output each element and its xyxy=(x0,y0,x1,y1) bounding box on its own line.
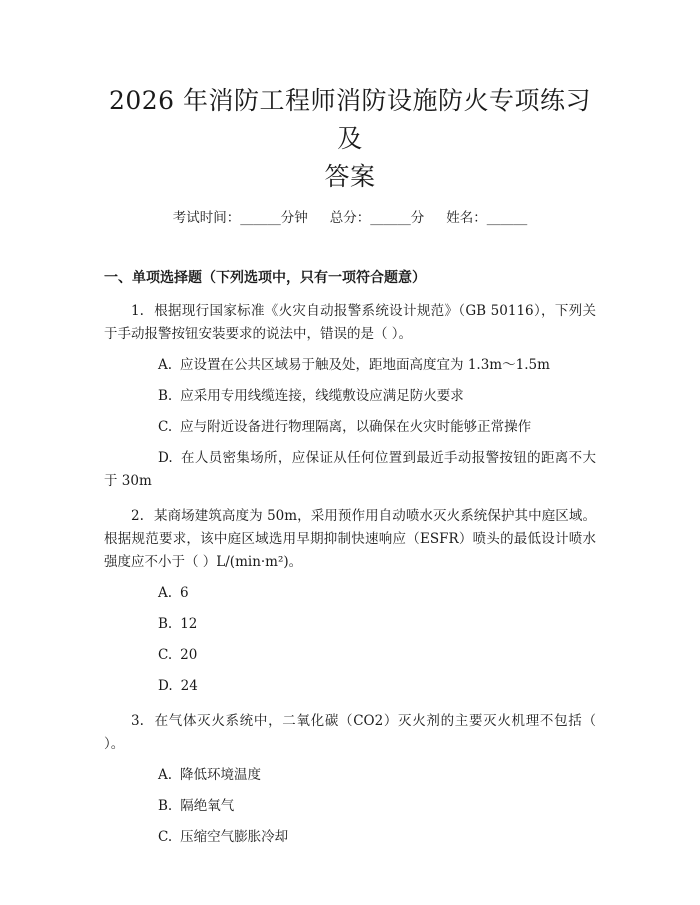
option-letter: B. xyxy=(158,388,173,404)
question-stem xyxy=(104,300,596,346)
question-3 xyxy=(104,710,596,849)
option-d xyxy=(104,447,596,493)
question-2 xyxy=(104,505,596,698)
option-letter: A. xyxy=(158,767,173,783)
option-letter: C. xyxy=(158,829,173,845)
option-a xyxy=(104,582,596,605)
option-text: 隔绝氧气 xyxy=(180,798,235,814)
option-a xyxy=(104,764,596,787)
title-line-1: 2026 年消防工程师消防设施防火专项练习及 xyxy=(108,86,592,153)
option-text: 20 xyxy=(180,647,198,663)
option-text: 24 xyxy=(180,678,198,694)
option-letter: A. xyxy=(158,585,173,601)
total-score-label: 总分：______分 xyxy=(329,210,425,226)
option-c xyxy=(104,644,596,667)
option-letter: D. xyxy=(158,450,173,466)
option-b xyxy=(104,795,596,818)
page-title xyxy=(104,0,596,196)
section-heading: 一、单项选择题（下列选项中，只有一项符合题意） xyxy=(104,270,426,286)
question-number: 3. xyxy=(131,713,144,729)
exam-meta xyxy=(104,208,596,228)
option-letter: B. xyxy=(158,616,173,632)
option-letter: C. xyxy=(158,647,173,663)
option-a xyxy=(104,354,596,377)
option-letter: C. xyxy=(158,419,173,435)
option-text: 在人员密集场所，应保证从任何位置到最近手动报警按钮的距离不大于 30m xyxy=(104,450,596,489)
question-stem xyxy=(104,710,596,756)
option-text: 应与附近设备进行物理隔离，以确保在火灾时能够正常操作 xyxy=(180,419,532,435)
question-number: 1. xyxy=(131,303,144,319)
title-line-2: 答案 xyxy=(324,162,376,191)
option-b xyxy=(104,613,596,636)
option-letter: D. xyxy=(158,678,173,694)
option-c xyxy=(104,826,596,849)
option-c xyxy=(104,416,596,439)
option-text: 降低环境温度 xyxy=(180,767,262,783)
name-label: 姓名：______ xyxy=(446,210,528,226)
option-b xyxy=(104,385,596,408)
question-1 xyxy=(104,300,596,493)
option-text: 压缩空气膨胀冷却 xyxy=(180,829,289,845)
option-text: 应采用专用线缆连接，线缆敷设应满足防火要求 xyxy=(180,388,464,404)
question-text: 根据现行国家标准《火灾自动报警系统设计规范》（GB 50116），下列关于手动报警按钮安装要求的说法中，错误的是（ ）。 xyxy=(104,303,596,342)
question-text: 某商场建筑高度为 50m，采用预作用自动喷水灭火系统保护其中庭区域。根据规范要求，该中庭区域选用早期抑制快速响应（ESFR）喷头的最低设计喷水强度应不小于（ ）L/(min·m²)。 xyxy=(104,508,596,570)
question-number: 2. xyxy=(131,508,144,524)
exam-time-label: 考试时间：______分钟 xyxy=(172,210,308,226)
question-text: 在气体灭火系统中，二氧化碳（CO2）灭火剂的主要灭火机理不包括（ ）。 xyxy=(104,713,596,752)
option-letter: A. xyxy=(158,357,173,373)
option-text: 6 xyxy=(180,585,189,601)
option-letter: B. xyxy=(158,798,173,814)
option-d xyxy=(104,675,596,698)
option-text: 应设置在公共区域易于触及处，距地面高度宜为 1.3m～1.5m xyxy=(180,357,550,373)
option-text: 12 xyxy=(180,616,198,632)
question-stem xyxy=(104,505,596,574)
